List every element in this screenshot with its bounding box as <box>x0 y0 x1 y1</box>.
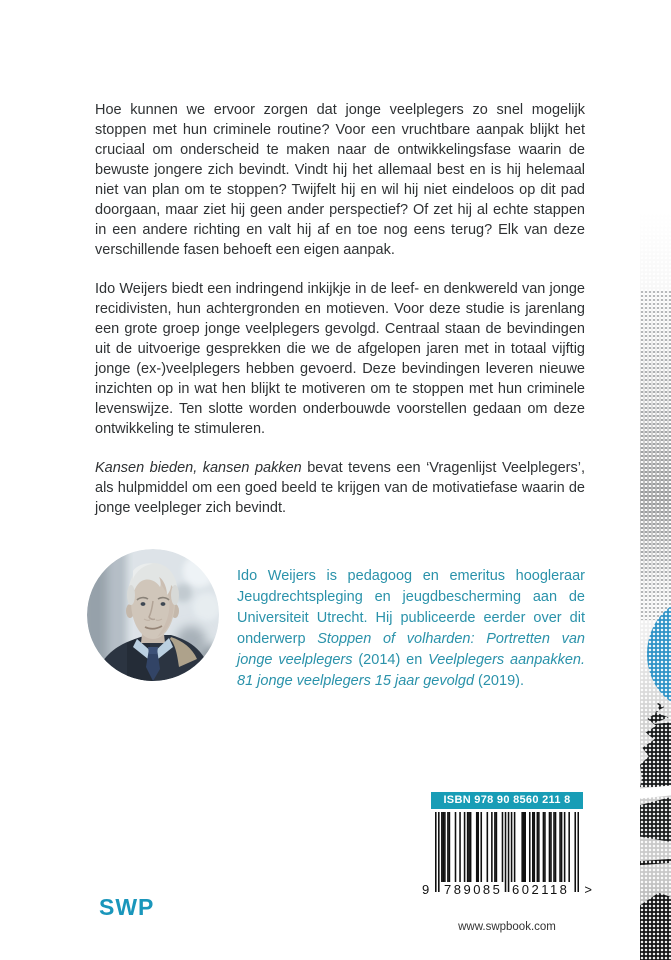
publisher-logo: SWP <box>99 894 155 920</box>
artwork-dark-patch <box>640 797 671 842</box>
blurb <box>95 100 585 537</box>
bio-text: Ido Weijers is pedagoog en emeritus hoogleraar Jeugdrechtspleging en jeugdbescherming aan de Universiteit Utrecht. Hij publiceerde eerder over dit onderwerp <box>237 568 585 647</box>
isbn-block <box>422 792 592 898</box>
isbn-label: ISBN 978 90 8560 211 8 <box>431 792 583 809</box>
artwork-dark-patch <box>640 890 671 960</box>
author-section <box>87 549 585 692</box>
blurb-paragraph-3 <box>95 458 585 518</box>
barcode-bars <box>435 812 579 892</box>
bio-book-title-2: Veelplegers aanpakken. 81 jonge veelplegers 15 jaar gevolgd <box>237 652 585 689</box>
author-bio: Ido Weijers is pedagoog en emeritus hoogleraar Jeugdrechtspleging en jeugdbescherming aan de Universiteit Utrecht. Hij publiceerde eerder over dit onderwerp Stoppen of volharden: Portretten van jonge veelplegers (2014) en Veelplegers aanpakken. 81 jonge veelplegers 15 jaar gevolgd (2019). <box>237 568 585 689</box>
barcode-digits-group2: 602118 <box>512 882 570 897</box>
cover-edge-artwork <box>640 0 671 960</box>
blurb-paragraph-2: Ido Weijers biedt een indringend inkijkje in de leef- en denkwereld van jonge recidivisten, hun achtergronden en motieven. Voor deze studie is jarenlang een grote groep jonge veelplegers gevolgd. Centraal staan de bevindingen uit de uitvoerige gesprekken die we de afgelopen jaren met in totaal vijftig jonge (ex-)veelplegers hebben gevoerd. Deze bevindingen leveren nieuwe inzichten op in wat hen blijkt te motiveren om te stoppen met hun criminele levenswijze. Ten slotte worden onderbouwde voorstellen gedaan om deze ontwikkeling te stimuleren. <box>95 281 585 437</box>
book-title-reference: Kansen bieden, kansen pakken <box>95 460 302 476</box>
bio-book-title-1: Stoppen of volharden: Portretten van jonge veelplegers <box>237 631 585 668</box>
blurb-paragraph-3-rest: bevat tevens een ‘Vragenlijst Veelplegers’, als hulpmiddel om een goed beeld te krijgen van de motivatiefase waarin de jonge veelpleger zich bevindt. <box>95 460 585 516</box>
barcode-digit-first: 9 <box>422 882 430 897</box>
artwork-dark-patch <box>640 702 671 787</box>
author-photo <box>87 549 219 681</box>
blurb-paragraph-1: Hoe kunnen we ervoor zorgen dat jonge veelplegers zo snel mogelijk stoppen met hun criminele routine? Voor een vruchtbare aanpak blijkt het cruciaal om onderscheid te maken naar de ontwikkelingsfase waarin de bewuste jongere zich bevindt. Vindt hij het allemaal best en is hij helemaal niet van plan om te stoppen? Twijfelt hij en wil hij niet eindeloos op dit pad doorgaan, maar ziet hij geen ander perspectief? Of zet hij al echte stappen in een andere richting en valt hij af en toe nog eens terug? Elk van deze verschillende fasen behoeft een eigen aanpak. <box>95 102 585 258</box>
ean-barcode <box>422 812 592 898</box>
publisher-website: www.swpbook.com <box>458 921 556 933</box>
author-portrait-illustration <box>87 549 219 681</box>
artwork-dark-line <box>640 859 671 866</box>
artwork-white-streak <box>640 785 671 799</box>
barcode-digits-group1: 789085 <box>444 882 503 897</box>
barcode-arrow: > <box>584 882 592 897</box>
artwork-blue-circle <box>647 598 671 710</box>
